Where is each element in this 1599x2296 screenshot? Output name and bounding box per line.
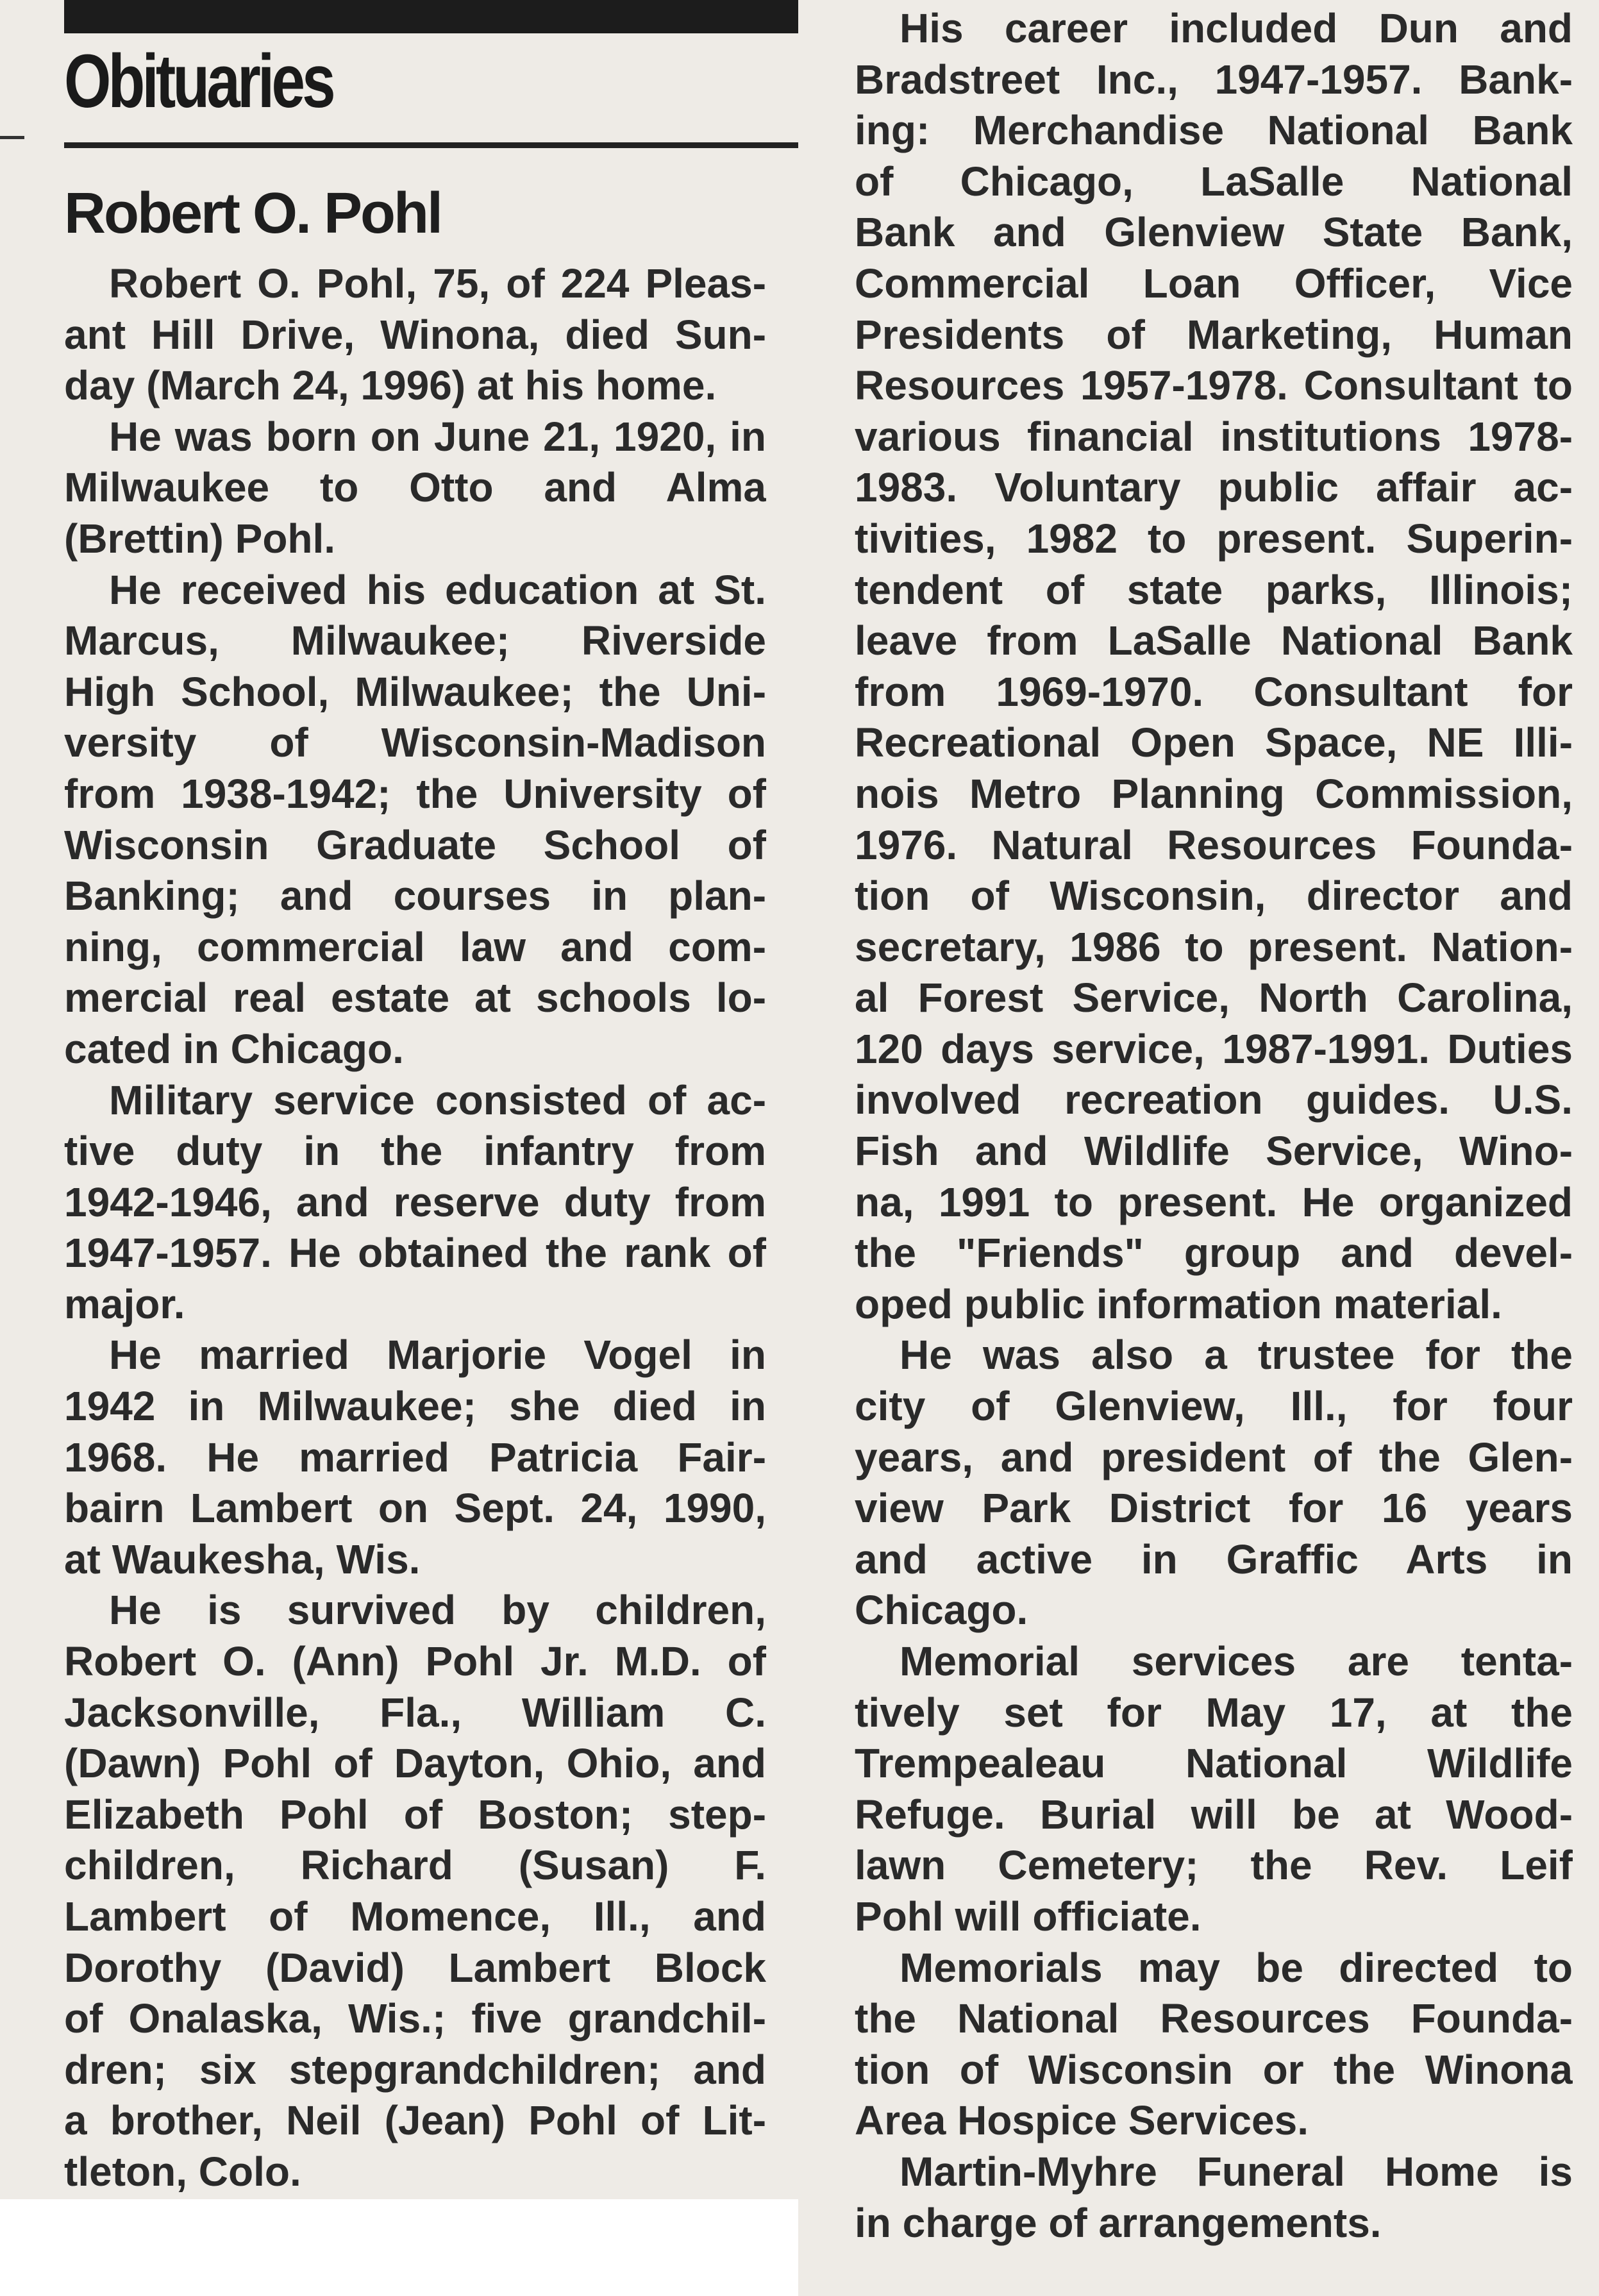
text-line: Wisconsin Graduate School of <box>64 821 766 868</box>
paragraph <box>855 3 1573 1330</box>
text-line: 1976. Natural Resources Founda- <box>855 821 1573 868</box>
text-line: in charge of arrangements. <box>855 2199 1382 2246</box>
edge-mark <box>0 136 24 139</box>
text-line: Dorothy (David) Lambert Block <box>64 1944 766 1991</box>
text-line: bairn Lambert on Sept. 24, 1990, <box>64 1485 766 1532</box>
text-line: na, 1991 to present. He organized <box>855 1178 1573 1225</box>
text-line: Refuge. Burial will be at Wood- <box>855 1791 1573 1838</box>
text-line: Robert O. Pohl, 75, of 224 Pleas- <box>109 260 766 306</box>
text-line: 1983. Voluntary public affair ac- <box>855 464 1573 511</box>
text-line: lawn Cemetery; the Rev. Leif <box>855 1842 1573 1889</box>
text-line: al Forest Service, North Carolina, <box>855 975 1573 1021</box>
text-line: various financial institutions 1978- <box>855 413 1573 460</box>
text-line: Area Hospice Services. <box>855 2097 1309 2144</box>
paragraph <box>855 1943 1573 2147</box>
text-line: Bradstreet Inc., 1947-1957. Bank- <box>855 56 1573 103</box>
top-rule <box>64 0 798 33</box>
text-line: ning, commercial law and com- <box>64 923 766 970</box>
text-line: the "Friends" group and devel- <box>855 1230 1573 1277</box>
text-line: Lambert of Momence, Ill., and <box>64 1893 766 1940</box>
text-line: tivities, 1982 to present. Superin- <box>855 515 1573 562</box>
text-line: from 1969-1970. Consultant for <box>855 668 1573 715</box>
text-line: He was born on June 21, 1920, in <box>109 413 766 460</box>
paragraph <box>64 1585 766 2197</box>
text-line: He is survived by children, <box>109 1587 766 1634</box>
text-line: 1968. He married Patricia Fair- <box>64 1434 766 1480</box>
title-rule <box>64 142 798 148</box>
text-line: He married Marjorie Vogel in <box>109 1332 766 1378</box>
text-line: Presidents of Marketing, Human <box>855 311 1573 358</box>
text-line: Trempealeau National Wildlife <box>855 1740 1573 1787</box>
right-clipping <box>798 0 1599 2296</box>
text-line: nois Metro Planning Commission, <box>855 770 1573 817</box>
text-line: versity of Wisconsin-Madison <box>64 719 766 766</box>
text-line: Milwaukee to Otto and Alma <box>64 464 766 511</box>
text-line: Resources 1957-1978. Consultant to <box>855 362 1573 409</box>
text-line: of Onalaska, Wis.; five grandchil- <box>64 1995 766 2042</box>
text-line: He received his education at St. <box>109 566 766 613</box>
text-line: 120 days service, 1987-1991. Duties <box>855 1025 1573 1072</box>
text-line: Bank and Glenview State Bank, <box>855 209 1573 256</box>
text-line: (Dawn) Pohl of Dayton, Ohio, and <box>64 1740 766 1787</box>
text-line: city of Glenview, Ill., for four <box>855 1383 1573 1430</box>
text-line: and active in Graffic Arts in <box>855 1536 1573 1582</box>
text-line: (Brettin) Pohl. <box>64 515 336 562</box>
text-line: 1947-1957. He obtained the rank of <box>64 1230 766 1277</box>
paragraph <box>855 1330 1573 1636</box>
text-line: Chicago. <box>855 1587 1028 1634</box>
text-line: ant Hill Drive, Winona, died Sun- <box>64 311 766 358</box>
text-line: He was also a trustee for the <box>900 1332 1573 1378</box>
text-line: Martin-Myhre Funeral Home is <box>900 2148 1573 2195</box>
text-line: of Chicago, LaSalle National <box>855 158 1573 205</box>
left-clipping <box>0 0 798 2199</box>
text-line: Recreational Open Space, NE Illi- <box>855 719 1573 766</box>
paragraph <box>64 258 766 412</box>
text-line: ing: Merchandise National Bank <box>855 107 1573 154</box>
text-line: 1942 in Milwaukee; she died in <box>64 1383 766 1430</box>
text-line: tendent of state parks, Illinois; <box>855 566 1573 613</box>
text-line: Robert O. (Ann) Pohl Jr. M.D. of <box>64 1638 766 1685</box>
paragraph <box>64 1075 766 1330</box>
right-text-column <box>855 3 1573 2249</box>
text-line: tion of Wisconsin, director and <box>855 873 1573 919</box>
text-line: involved recreation guides. U.S. <box>855 1077 1573 1123</box>
paragraph <box>855 1636 1573 1943</box>
paragraph <box>64 412 766 565</box>
text-line: tive duty in the infantry from <box>64 1128 766 1175</box>
text-line: Jacksonville, Fla., William C. <box>64 1689 766 1736</box>
text-line: Memorials may be directed to <box>900 1944 1573 1991</box>
text-line: major. <box>64 1280 185 1327</box>
text-line: tively set for May 17, at the <box>855 1689 1573 1736</box>
text-line: secretary, 1986 to present. Nation- <box>855 923 1573 970</box>
text-line: the National Resources Founda- <box>855 1995 1573 2042</box>
text-line: at Waukesha, Wis. <box>64 1536 421 1582</box>
text-line: leave from LaSalle National Bank <box>855 617 1573 664</box>
text-line: Marcus, Milwaukee; Riverside <box>64 617 766 664</box>
text-line: view Park District for 16 years <box>855 1485 1573 1532</box>
left-text-column <box>64 258 766 2198</box>
paragraph <box>64 1330 766 1585</box>
text-line: Elizabeth Pohl of Boston; step- <box>64 1791 766 1838</box>
text-line: Military service consisted of ac- <box>109 1077 766 1123</box>
text-line: High School, Milwaukee; the Uni- <box>64 668 766 715</box>
text-line: years, and president of the Glen- <box>855 1434 1573 1480</box>
text-line: Memorial services are tenta- <box>900 1638 1573 1684</box>
text-line: Fish and Wildlife Service, Wino- <box>855 1128 1573 1175</box>
paragraph <box>855 2147 1573 2249</box>
text-line: children, Richard (Susan) F. <box>64 1842 766 1889</box>
paragraph <box>64 565 766 1075</box>
text-line: Banking; and courses in plan- <box>64 873 766 919</box>
text-line: oped public information material. <box>855 1280 1502 1327</box>
text-line: tleton, Colo. <box>64 2148 301 2195</box>
text-line: a brother, Neil (Jean) Pohl of Lit- <box>64 2097 766 2144</box>
text-line: cated in Chicago. <box>64 1025 404 1072</box>
text-line: mercial real estate at schools lo- <box>64 975 766 1021</box>
obituary-name: Robert O. Pohl <box>64 181 441 246</box>
text-line: Commercial Loan Officer, Vice <box>855 260 1573 306</box>
text-line: from 1938-1942; the University of <box>64 770 766 817</box>
text-line: His career included Dun and <box>900 5 1573 51</box>
text-line: 1942-1946, and reserve duty from <box>64 1178 766 1225</box>
text-line: dren; six stepgrandchildren; and <box>64 2046 766 2093</box>
text-line: Pohl will officiate. <box>855 1893 1201 1940</box>
text-line: day (March 24, 1996) at his home. <box>64 362 717 409</box>
section-title: Obituaries <box>64 39 333 124</box>
text-line: tion of Wisconsin or the Winona <box>855 2046 1573 2093</box>
